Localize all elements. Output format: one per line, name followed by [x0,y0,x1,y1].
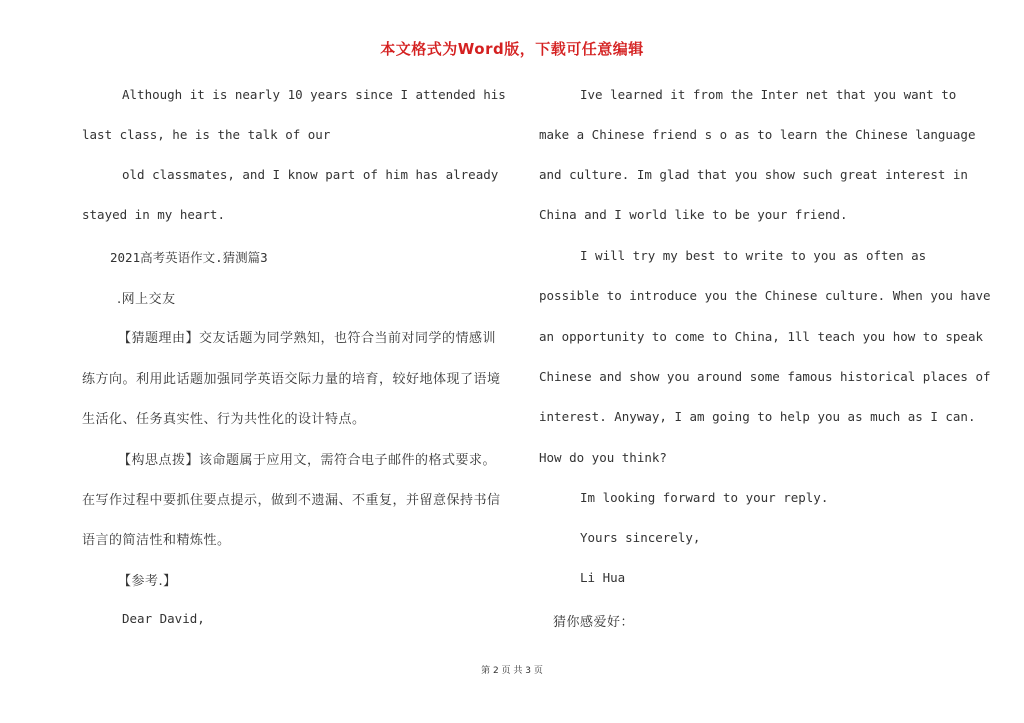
text-line: Im looking forward to your reply. [580,490,829,505]
text-line: interest. Anyway, I am going to help you as much as I can. [539,409,976,424]
text-line: and culture. Im glad that you show such great interest in [539,167,968,182]
text-line: 【构思点拨】该命题属于应用文，需符合电子邮件的格式要求。 [118,453,497,468]
topic-title: .网上交友 [117,292,176,307]
letter-closing: Yours sincerely, [580,530,701,545]
text-line: old classmates, and I know part of him has already [122,167,499,182]
text-line: an opportunity to come to China, 1ll teach you how to speak [539,329,984,344]
letter-signature: Li Hua [580,570,626,585]
text-line: China and I world like to be your friend. [539,207,848,222]
page-number: 第 2 页 共 3 页 [481,666,543,676]
text-line: I will try my best to write to you as often as [580,248,927,263]
text-line: How do you think? [539,450,667,465]
letter-salutation: Dear David, [122,611,205,626]
text-line: 生活化、任务真实性、行为共性化的设计特点。 [82,412,366,427]
related-heading: 猜你感爱好： [553,615,635,630]
text-line: stayed in my heart. [82,207,225,222]
text-line: Chinese and show you around some famous historical places of [539,369,991,384]
text-line: possible to introduce you the Chinese culture. When you have [539,288,991,303]
reference-heading: 【参考.】 [118,574,177,589]
text-line: Although it is nearly 10 years since I attended his [122,87,506,102]
section-heading: 2021高考英语作文.猜测篇3 [110,250,268,265]
text-line: 练方向。利用此话题加强同学英语交际力量的培育，较好地体现了语境 [82,372,501,387]
text-line: make a Chinese friend s o as to learn the Chinese language [539,127,976,142]
document-header-title: 本文格式为Word版，下载可任意编辑 [380,40,644,58]
text-line: 【猜题理由】交友话题为同学熟知，也符合当前对同学的情感训 [118,331,497,346]
text-line: Ive learned it from the Inter net that you want to [580,87,957,102]
text-line: 在写作过程中要抓住要点提示，做到不遗漏、不重复，并留意保持书信 [82,493,501,508]
text-line: last class, he is the talk of our [82,127,331,142]
text-line: 语言的简洁性和精炼性。 [82,533,231,548]
